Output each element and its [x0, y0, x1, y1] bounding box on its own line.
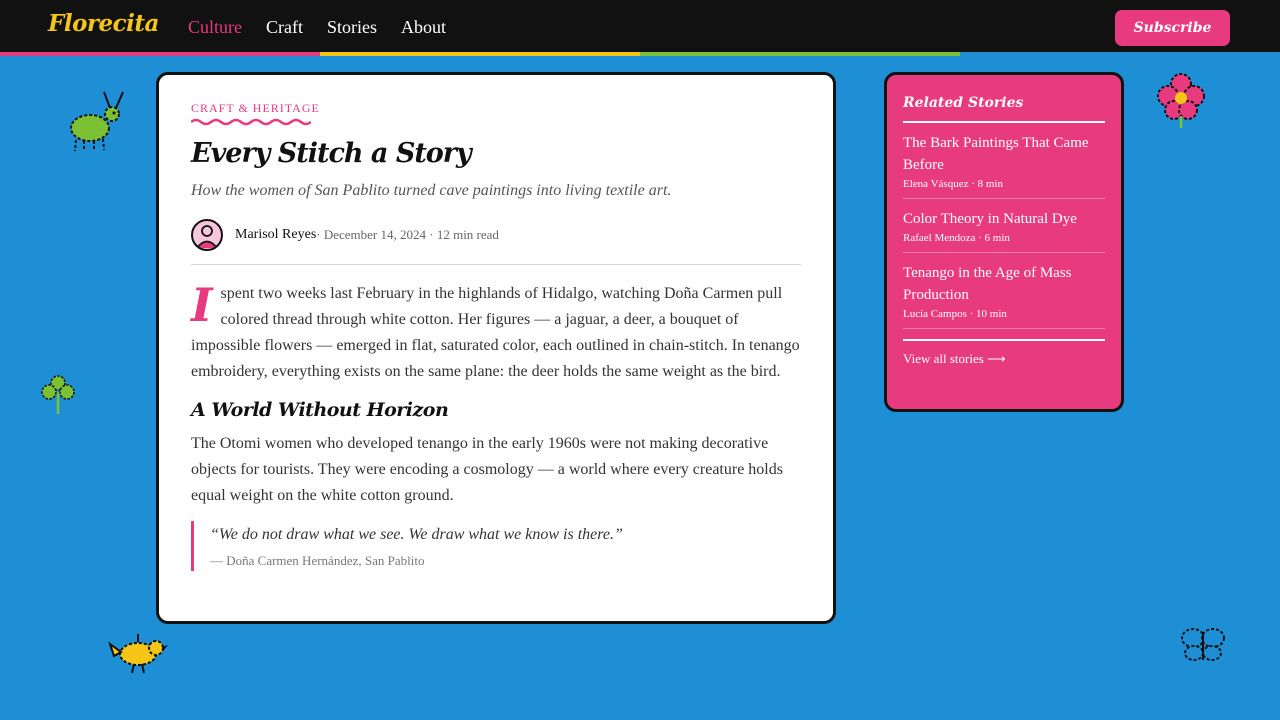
- butterfly-icon: [1178, 626, 1228, 666]
- nav-craft[interactable]: Craft: [266, 17, 303, 37]
- related-story-meta: Lucía Campos · 10 min: [903, 308, 1007, 320]
- nav-culture[interactable]: Culture: [188, 17, 242, 37]
- related-stories-panel: [884, 72, 1124, 412]
- sprig-icon: [38, 372, 78, 416]
- body-paragraph: The Otomi women who developed tenango in the early 1960s were not making decorative objects for tourists. They were encoding a cosmology — a world where every creature holds equal weight on the white cotton ground.: [191, 435, 783, 504]
- related-story[interactable]: [903, 253, 1105, 329]
- article-dek: How the women of San Pablito turned cave paintings into living textile art.: [191, 182, 672, 199]
- byline: [191, 218, 801, 252]
- main-nav: [188, 17, 446, 38]
- site-logo[interactable]: Florecita: [48, 10, 159, 37]
- nav-about[interactable]: About: [401, 17, 446, 37]
- wavy-underline: [191, 118, 311, 126]
- related-story-title[interactable]: Tenango in the Age of Mass Production: [903, 265, 1072, 303]
- article-category[interactable]: CRAFT & HERITAGE: [191, 101, 320, 115]
- related-story-title[interactable]: The Bark Paintings That Came Before: [903, 135, 1089, 173]
- related-story-meta: Elena Vásquez · 8 min: [903, 178, 1003, 190]
- color-stripe-blue: [960, 52, 1280, 56]
- related-story-meta: Rafael Mendoza · 6 min: [903, 232, 1010, 244]
- view-all-stories-link[interactable]: View all stories ⟶: [903, 339, 1105, 367]
- section-heading: A World Without Horizon: [191, 399, 449, 421]
- deer-icon: [66, 88, 128, 154]
- color-stripe-green: [640, 52, 960, 56]
- divider: [191, 264, 801, 265]
- quote-text: “We do not draw what we see. We draw what we know is there.”: [210, 526, 623, 543]
- person-avatar-icon[interactable]: [191, 219, 223, 251]
- lead-paragraph: [191, 278, 801, 385]
- nav-stories[interactable]: Stories: [326, 17, 377, 37]
- related-story[interactable]: [903, 199, 1105, 253]
- author-name[interactable]: Marisol Reyes: [235, 227, 317, 242]
- related-story-title[interactable]: Color Theory in Natural Dye: [903, 211, 1077, 227]
- quote-attribution: — Doña Carmen Hernández, San Pablito: [210, 553, 425, 568]
- subscribe-button[interactable]: Subscribe: [1115, 10, 1230, 46]
- article-card: [156, 72, 836, 624]
- color-stripe-pink: [0, 52, 320, 56]
- related-title: Related Stories: [903, 95, 1105, 123]
- pull-quote: [191, 521, 801, 571]
- top-navbar: [0, 0, 1280, 52]
- article-title: Every Stitch a Story: [191, 138, 471, 169]
- drop-cap: I: [191, 278, 213, 332]
- bird-icon: [108, 630, 172, 676]
- article-meta: · December 14, 2024 · 12 min read: [316, 227, 499, 242]
- lead-text: spent two weeks last February in the highlands of Hidalgo, watching Doña Carmen pull colored thread through white cotton. Her figures — a jaguar, a deer, a bouquet of impossible flowers — emerged in flat, saturated color, each outlined in chain-stitch. In tenango embroidery, everything exists on the same plane: the deer holds the same weight as the bird.: [191, 285, 800, 380]
- color-stripe-yellow: [320, 52, 640, 56]
- flower-icon: [1154, 72, 1208, 130]
- related-story[interactable]: [903, 123, 1105, 199]
